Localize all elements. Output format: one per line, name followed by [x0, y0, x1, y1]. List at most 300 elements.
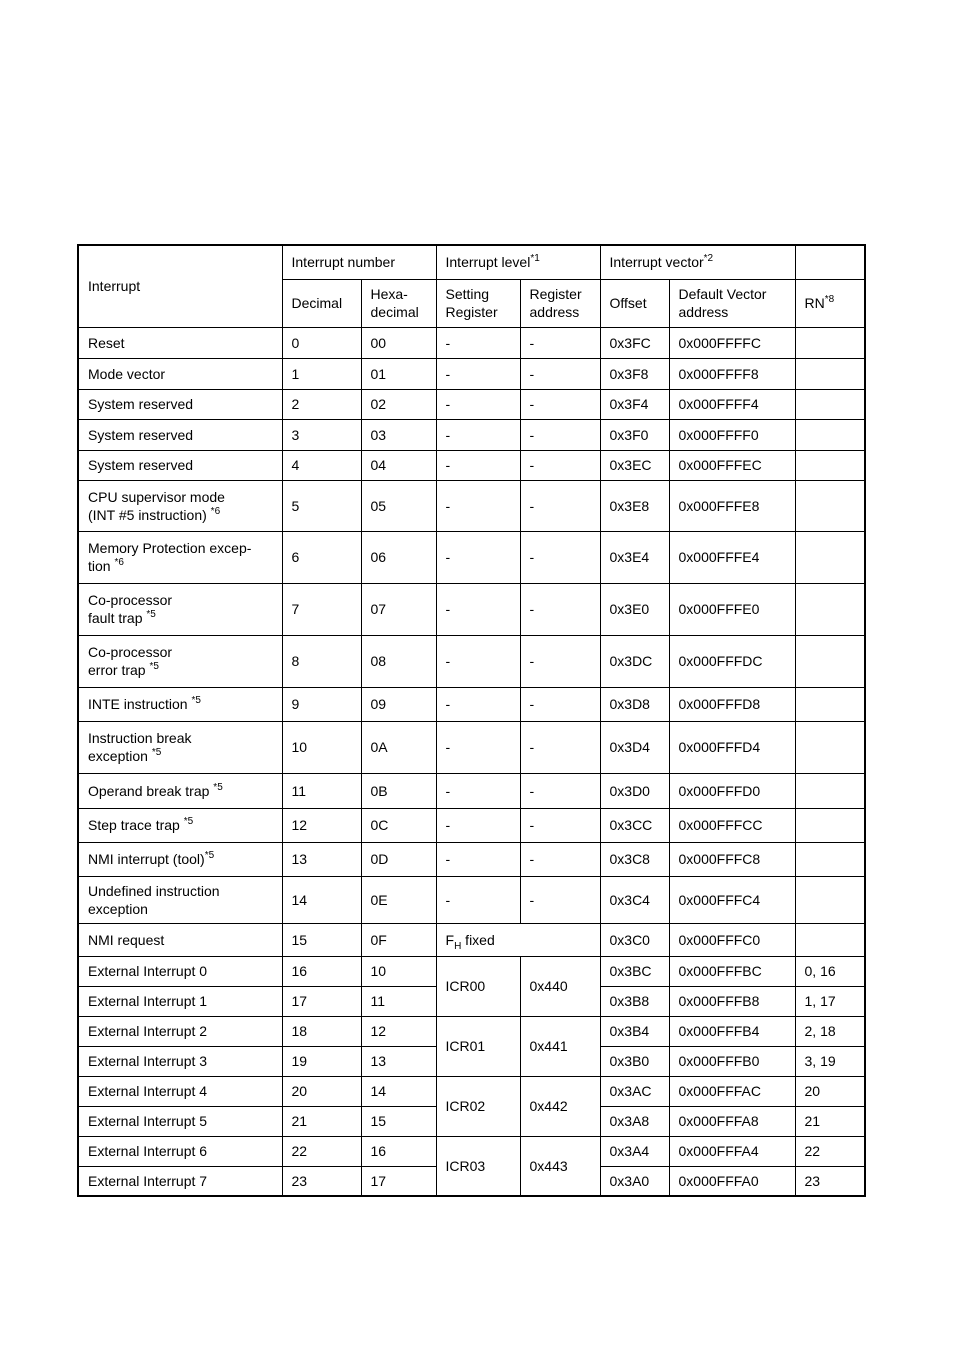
cell-default-vector-text: 0x000FFFE4: [678, 549, 760, 565]
cell-interrupt: [78, 773, 282, 808]
cell-interrupt: [78, 842, 282, 876]
header-setting-register: Setting Register: [436, 279, 520, 327]
cell-setting-register-text: ICR00: [445, 978, 486, 994]
cell-decimal-text: 16: [291, 963, 308, 979]
cell-register-address-text: -: [529, 549, 535, 565]
cell-interrupt: [78, 389, 282, 419]
header-interrupt-level: Interrupt level$^{*1}$: [436, 245, 600, 279]
cell-setting-register: [436, 450, 520, 480]
footnote-marker: *5: [183, 816, 194, 827]
cell-default-vector: [669, 1046, 795, 1076]
cell-offset: [600, 583, 669, 635]
cell-interrupt: [78, 1046, 282, 1076]
cell-hexadecimal: [361, 923, 436, 956]
cell-interrupt-level-fixed: [436, 923, 600, 956]
interrupt-name-line: exception: [88, 748, 152, 764]
cell-decimal-text: 19: [291, 1053, 308, 1069]
cell-setting-register: [436, 1016, 520, 1076]
cell-hexadecimal-text: 14: [370, 1083, 387, 1099]
cell-hexadecimal: [361, 1106, 436, 1136]
cell-rn: [795, 327, 865, 358]
cell-interrupt-text: NMI request: [88, 931, 165, 948]
cell-default-vector: [669, 450, 795, 480]
interrupt-name-line: error trap: [88, 662, 150, 678]
cell-decimal: [282, 923, 361, 956]
footnote-marker: *5: [191, 695, 201, 706]
footnote-marker: *1: [530, 253, 540, 265]
cell-register-address-text: 0x443: [529, 1157, 568, 1174]
cell-offset: [600, 923, 669, 956]
cell-rn: [795, 583, 865, 635]
cell-offset-text: 0x3A8: [609, 1113, 650, 1129]
cell-offset: [600, 1076, 669, 1106]
cell-offset: [600, 1106, 669, 1136]
cell-rn-text: 23: [804, 1172, 821, 1189]
cell-setting-register-text: ICR02: [445, 1098, 486, 1114]
cell-setting-register: [436, 327, 520, 358]
cell-setting-register-text: -: [445, 365, 451, 382]
cell-interrupt: [78, 1106, 282, 1136]
cell-register-address: [520, 842, 600, 876]
cell-register-address: [520, 687, 600, 721]
footnote-marker: *5: [213, 781, 223, 793]
cell-offset-text: 0x3EC: [609, 457, 652, 473]
cell-register-address-text: -: [529, 334, 535, 351]
cell-setting-register: [436, 389, 520, 419]
cell-setting-register: [436, 1076, 520, 1136]
cell-offset-text: 0x3C8: [609, 851, 650, 867]
cell-setting-register-text: -: [445, 334, 451, 351]
interrupt-name-line: exception: [88, 900, 148, 917]
cell-hexadecimal: [361, 842, 436, 876]
footnote-marker: *5: [146, 609, 156, 620]
cell-offset-text: 0x3B4: [609, 1023, 650, 1039]
cell-interrupt-text: External Interrupt 5: [88, 1113, 208, 1129]
cell-hexadecimal: [361, 876, 436, 923]
header-default-vector-address: Default Vector address: [669, 279, 795, 327]
cell-offset-text: 0x3DC: [609, 653, 653, 669]
cell-decimal-text: 20: [291, 1083, 308, 1099]
cell-hexadecimal-text: 13: [370, 1053, 387, 1069]
table-row: [78, 480, 865, 531]
level-subscript: H: [454, 940, 462, 952]
cell-setting-register-text: ICR01: [445, 1038, 486, 1054]
cell-setting-register-text: ICR03: [445, 1157, 486, 1174]
cell-offset-text: 0x3CC: [609, 817, 653, 833]
cell-interrupt: [78, 419, 282, 450]
cell-default-vector-text: 0x000FFFA8: [678, 1113, 759, 1129]
cell-hexadecimal-text: 09: [370, 696, 387, 712]
cell-interrupt: [78, 327, 282, 358]
interrupt-name-line: tion: [88, 558, 115, 574]
cell-hexadecimal-text: 17: [370, 1172, 387, 1189]
cell-setting-register: [436, 531, 520, 583]
table-row: [78, 327, 865, 358]
cell-setting-register: [436, 480, 520, 531]
cell-decimal-text: 13: [291, 851, 308, 867]
cell-decimal-text: 1: [291, 365, 300, 382]
cell-offset-text: 0x3E4: [609, 549, 650, 565]
cell-decimal: [282, 1136, 361, 1166]
header-interrupt-number: Interrupt number: [282, 245, 436, 279]
cell-setting-register-text: -: [445, 396, 451, 412]
cell-register-address: [520, 876, 600, 923]
cell-offset-text: 0x3D8: [609, 696, 650, 712]
cell-offset: [600, 842, 669, 876]
cell-offset: [600, 1166, 669, 1196]
cell-register-address-text: 0x442: [529, 1098, 568, 1114]
cell-offset: [600, 480, 669, 531]
cell-offset: [600, 358, 669, 389]
cell-default-vector-text: 0x000FFFE8: [678, 497, 760, 514]
cell-rn: [795, 1106, 865, 1136]
cell-hexadecimal: [361, 389, 436, 419]
cell-default-vector: [669, 531, 795, 583]
footnote-marker: *8: [824, 294, 835, 305]
cell-offset: [600, 635, 669, 687]
cell-rn: [795, 876, 865, 923]
table-row: [78, 583, 865, 635]
cell-hexadecimal-text: 05: [370, 497, 387, 514]
interrupt-name-line: Instruction break: [88, 730, 192, 746]
cell-default-vector-text: 0x000FFFA0: [678, 1172, 759, 1189]
cell-hexadecimal: [361, 583, 436, 635]
cell-register-address-text: -: [529, 817, 535, 833]
cell-offset-text: 0x3F4: [609, 396, 649, 412]
cell-default-vector: [669, 583, 795, 635]
cell-hexadecimal: [361, 635, 436, 687]
cell-default-vector: [669, 721, 795, 773]
cell-default-vector-text: 0x000FFFF4: [678, 396, 759, 412]
cell-hexadecimal-text: 12: [370, 1023, 387, 1039]
cell-setting-register: [436, 721, 520, 773]
cell-rn: [795, 842, 865, 876]
cell-offset: [600, 419, 669, 450]
cell-interrupt: [78, 721, 282, 773]
cell-interrupt-text: External Interrupt 7: [88, 1172, 208, 1189]
cell-rn: [795, 1046, 865, 1076]
cell-interrupt: [78, 531, 282, 583]
cell-default-vector: [669, 687, 795, 721]
cell-register-address: [520, 956, 600, 1016]
cell-default-vector-text: 0x000FFFAC: [678, 1083, 761, 1099]
cell-rn: [795, 1166, 865, 1196]
cell-interrupt: [78, 358, 282, 389]
cell-register-address: [520, 635, 600, 687]
cell-hexadecimal-text: 04: [370, 457, 387, 473]
cell-offset: [600, 389, 669, 419]
cell-setting-register-text: -: [445, 497, 451, 514]
cell-rn: [795, 721, 865, 773]
cell-default-vector-text: 0x000FFFB8: [678, 993, 760, 1009]
cell-offset-text: 0x3C4: [609, 891, 650, 908]
cell-default-vector-text: 0x000FFFF0: [678, 426, 759, 443]
cell-decimal: [282, 1076, 361, 1106]
cell-register-address-text: 0x440: [529, 978, 568, 994]
cell-setting-register-text: -: [445, 817, 451, 833]
cell-interrupt: [78, 635, 282, 687]
cell-offset-text: 0x3FC: [609, 334, 651, 351]
cell-decimal: [282, 1046, 361, 1076]
cell-register-address-text: -: [529, 696, 535, 712]
header-rn: RN$^{*8}$: [795, 279, 865, 327]
cell-setting-register-text: -: [445, 696, 451, 712]
cell-hexadecimal-text: 0C: [370, 817, 389, 833]
cell-register-address-text: -: [529, 426, 535, 443]
cell-hexadecimal: [361, 808, 436, 842]
cell-interrupt: [78, 1016, 282, 1046]
interrupt-name-line: Co-processor: [88, 592, 173, 608]
cell-offset: [600, 1046, 669, 1076]
cell-interrupt: [78, 956, 282, 986]
cell-register-address: [520, 583, 600, 635]
cell-offset: [600, 956, 669, 986]
cell-decimal-text: 0: [291, 334, 300, 351]
cell-decimal: [282, 773, 361, 808]
header-register-address: Register address: [520, 279, 600, 327]
cell-hexadecimal-text: 0A: [370, 739, 388, 755]
cell-decimal: [282, 419, 361, 450]
cell-register-address: [520, 480, 600, 531]
table-row: [78, 721, 865, 773]
cell-offset-text: 0x3BC: [609, 963, 652, 979]
cell-decimal-text: 21: [291, 1113, 308, 1129]
cell-offset: [600, 808, 669, 842]
level-text: F: [445, 931, 455, 948]
cell-hexadecimal: [361, 1166, 436, 1196]
table-row: [78, 842, 865, 876]
cell-hexadecimal-text: 0F: [370, 931, 387, 948]
cell-rn-text: 22: [804, 1143, 821, 1159]
table-row: [78, 773, 865, 808]
interrupt-name-line: Memory Protection excep-: [88, 540, 252, 556]
table-row: [78, 635, 865, 687]
cell-hexadecimal: [361, 1136, 436, 1166]
cell-offset-text: 0x3E0: [609, 601, 650, 617]
cell-decimal: [282, 635, 361, 687]
cell-offset: [600, 327, 669, 358]
cell-setting-register: [436, 773, 520, 808]
cell-default-vector: [669, 956, 795, 986]
table-row: [78, 923, 865, 956]
cell-offset: [600, 531, 669, 583]
cell-rn-text: 20: [804, 1083, 821, 1099]
cell-register-address: [520, 419, 600, 450]
cell-offset-text: 0x3E8: [609, 497, 650, 514]
interrupt-name-line: Mode vector: [88, 365, 166, 382]
cell-decimal: [282, 531, 361, 583]
cell-default-vector: [669, 1076, 795, 1106]
cell-decimal: [282, 389, 361, 419]
cell-offset-text: 0x3A4: [609, 1143, 650, 1159]
footnote-marker: *6: [210, 505, 221, 517]
cell-decimal: [282, 1166, 361, 1196]
cell-register-address: [520, 358, 600, 389]
cell-default-vector-text: 0x000FFFBC: [678, 963, 762, 979]
cell-decimal-text: 9: [291, 696, 300, 712]
table-row: [78, 876, 865, 923]
cell-interrupt: [78, 808, 282, 842]
cell-rn: [795, 986, 865, 1016]
cell-offset-text: 0x3F8: [609, 365, 649, 382]
cell-decimal-text: 10: [291, 739, 308, 755]
cell-default-vector: [669, 327, 795, 358]
cell-hexadecimal: [361, 1046, 436, 1076]
cell-default-vector-text: 0x000FFFD8: [678, 696, 761, 712]
cell-default-vector: [669, 1166, 795, 1196]
cell-decimal: [282, 721, 361, 773]
cell-hexadecimal-text: 15: [370, 1113, 387, 1129]
cell-register-address-text: -: [529, 739, 535, 755]
cell-default-vector: [669, 842, 795, 876]
cell-offset-text: 0x3F0: [609, 426, 649, 443]
cell-default-vector: [669, 389, 795, 419]
cell-setting-register-text: -: [445, 601, 451, 617]
cell-rn: [795, 480, 865, 531]
cell-setting-register-text: -: [445, 549, 451, 565]
cell-hexadecimal-text: 0B: [370, 782, 388, 799]
table-row: [78, 687, 865, 721]
table-row: [78, 389, 865, 419]
cell-rn-text: 21: [804, 1113, 821, 1129]
cell-setting-register-text: -: [445, 891, 451, 908]
cell-offset-text: 0x3B0: [609, 1053, 650, 1069]
header-decimal: Decimal: [282, 279, 361, 327]
cell-setting-register-text: -: [445, 426, 451, 443]
header-row-1: [78, 245, 865, 279]
table-body: [78, 245, 865, 1196]
table-row: [78, 358, 865, 389]
cell-register-address-text: -: [529, 891, 535, 908]
cell-setting-register-text: -: [445, 739, 451, 755]
cell-decimal: [282, 956, 361, 986]
cell-default-vector: [669, 923, 795, 956]
interrupt-name-line: INTE instruction: [88, 696, 192, 712]
cell-register-address: [520, 1136, 600, 1196]
cell-setting-register: [436, 635, 520, 687]
table-row: [78, 1076, 865, 1106]
footnote-marker: *5: [151, 747, 162, 758]
cell-decimal-text: 11: [291, 782, 307, 799]
cell-hexadecimal: [361, 687, 436, 721]
cell-offset-text: 0x3D0: [609, 782, 650, 799]
interrupt-name-line: (INT #5 instruction): [88, 506, 211, 523]
cell-rn: [795, 635, 865, 687]
cell-rn-text: 2, 18: [804, 1023, 836, 1039]
cell-decimal-text: 8: [291, 653, 300, 669]
cell-decimal: [282, 876, 361, 923]
cell-rn-text: 3, 19: [804, 1053, 836, 1069]
footnote-marker: *2: [703, 253, 714, 265]
cell-setting-register: [436, 876, 520, 923]
cell-default-vector-text: 0x000FFFC0: [678, 931, 761, 948]
cell-decimal: [282, 450, 361, 480]
cell-hexadecimal: [361, 721, 436, 773]
cell-hexadecimal-text: 0E: [370, 891, 388, 908]
cell-decimal: [282, 986, 361, 1016]
cell-default-vector-text: 0x000FFFFC: [678, 334, 761, 351]
interrupt-name-line: System reserved: [88, 457, 194, 473]
cell-rn-text: 0, 16: [804, 963, 836, 979]
cell-setting-register: [436, 956, 520, 1016]
cell-interrupt: [78, 480, 282, 531]
interrupt-name-line: System reserved: [88, 396, 194, 412]
cell-decimal-text: 6: [291, 549, 300, 565]
cell-default-vector: [669, 876, 795, 923]
cell-decimal-text: 23: [291, 1172, 308, 1189]
cell-default-vector-text: 0x000FFFD0: [678, 782, 761, 799]
cell-interrupt: [78, 1136, 282, 1166]
cell-register-address: [520, 531, 600, 583]
cell-offset-text: 0x3D4: [609, 739, 650, 755]
cell-offset: [600, 986, 669, 1016]
cell-interrupt: [78, 876, 282, 923]
cell-setting-register-text: -: [445, 457, 451, 473]
cell-decimal: [282, 842, 361, 876]
cell-register-address: [520, 1016, 600, 1076]
cell-rn: [795, 687, 865, 721]
cell-default-vector: [669, 1016, 795, 1046]
footnote-marker: *6: [114, 557, 124, 568]
cell-rn: [795, 389, 865, 419]
interrupt-name-line: NMI interrupt (tool): [88, 851, 205, 867]
cell-default-vector-text: 0x000FFFB0: [678, 1053, 760, 1069]
cell-interrupt-text: External Interrupt 1: [88, 993, 208, 1009]
cell-offset-text: 0x3C0: [609, 931, 650, 948]
cell-register-address: [520, 327, 600, 358]
cell-decimal-text: 3: [291, 426, 300, 443]
cell-hexadecimal: [361, 531, 436, 583]
header-hexadecimal: Hexa- decimal: [361, 279, 436, 327]
cell-rn: [795, 773, 865, 808]
cell-default-vector: [669, 480, 795, 531]
cell-decimal: [282, 480, 361, 531]
cell-hexadecimal: [361, 773, 436, 808]
cell-rn: [795, 358, 865, 389]
cell-setting-register-text: -: [445, 653, 451, 669]
cell-hexadecimal-text: 0D: [370, 851, 389, 867]
cell-rn: [795, 923, 865, 956]
cell-setting-register: [436, 419, 520, 450]
table-row: [78, 956, 865, 986]
cell-setting-register: [436, 687, 520, 721]
header-interrupt: Interrupt: [78, 245, 282, 327]
cell-interrupt: [78, 1076, 282, 1106]
table-row: [78, 419, 865, 450]
cell-offset: [600, 1016, 669, 1046]
cell-default-vector-text: 0x000FFFDC: [678, 653, 763, 669]
interrupt-name-line: Step trace trap: [88, 817, 184, 833]
footnote-marker: *5: [149, 661, 159, 672]
cell-hexadecimal: [361, 419, 436, 450]
cell-decimal-text: 5: [291, 497, 300, 514]
cell-hexadecimal-text: 00: [370, 334, 387, 351]
interrupt-name-line: CPU supervisor mode: [88, 488, 225, 505]
cell-decimal-text: 14: [291, 891, 308, 908]
cell-setting-register: [436, 1136, 520, 1196]
cell-register-address: [520, 773, 600, 808]
cell-default-vector: [669, 358, 795, 389]
cell-hexadecimal-text: 11: [370, 993, 386, 1009]
cell-decimal-text: 12: [291, 817, 308, 833]
cell-register-address-text: -: [529, 851, 535, 867]
cell-hexadecimal: [361, 956, 436, 986]
cell-interrupt-text: External Interrupt 6: [88, 1143, 208, 1159]
cell-rn: [795, 531, 865, 583]
cell-decimal: [282, 808, 361, 842]
header-blank: [795, 245, 865, 279]
cell-interrupt: [78, 583, 282, 635]
